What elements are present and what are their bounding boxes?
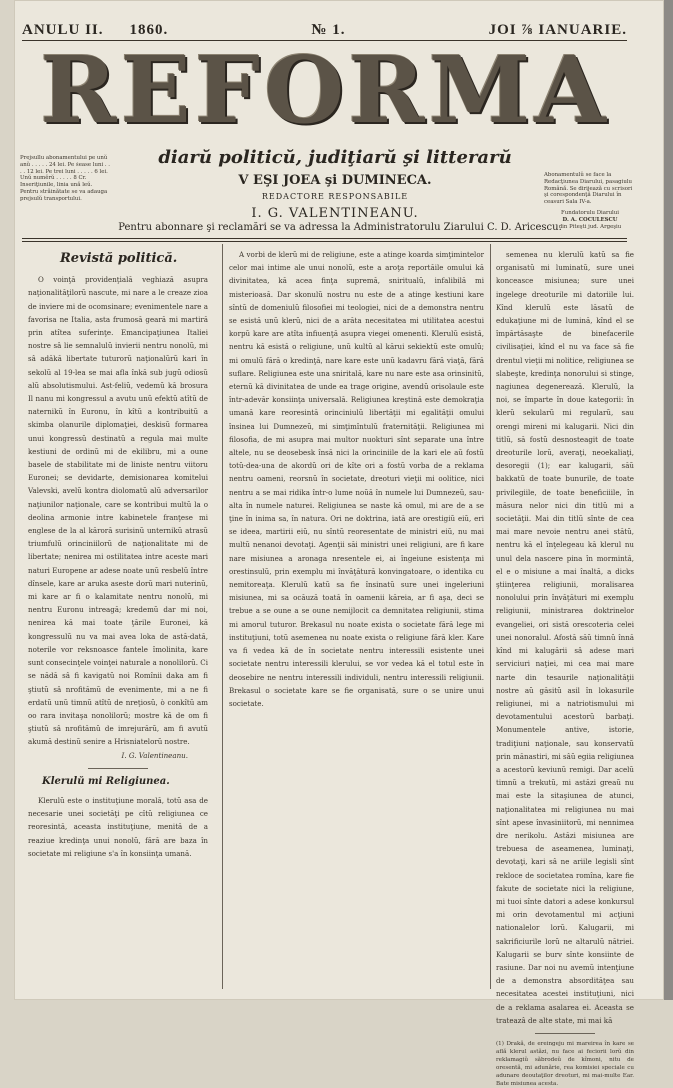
article-text-2: Klerulŭ este o instituţiune morală, totŭ asa de necesarie unei societăţi pe cîtŭ religiunea ce reoresintă, aceasta instituţiune, menită de a reaziue kredinţa unui nonolŭ, fără are baza în societate mi religiune s'a în konsiinţa umană. [28,795,208,858]
founder-place: din Piteşti jud. Argeşiu [558,223,622,230]
page-edge [664,0,673,1000]
subscribe-line: Pentru abonnare şi reclamări se va adressa la Administratorulu Ziarului C. D. Aricescu. [118,222,562,233]
article-text: O voinţă providenţială veghiază asupra naţionalităţilorŭ nascute, mi nare a le creaze zioa de inviere mi de ocomsinare; evenimentele nare a favorisa ne Italia, asta frumosă geară mi martiră prin atîtea suferinţe. Emancipaţiunea Italiei nostre sâ lie semnalulŭ invierii nentru nonolŭ, mi sâ adăkă libertate tuturorŭ naţionalŭrŭ kari în sekolŭ al 19-lea se mai afla înkă sub jugŭ odiosŭ alŭ absolutismului. Ast-feliŭ, vedemŭ kă brosura Il nanu mi kongressul a avutu unŭ efektŭ atîtŭ de naternikŭ în Euronu, în kîtŭ a kontribuitŭ a skimba olanurile diplomaţiei, deskisŭ formarea unui kongressŭ destinatŭ a regula mai multe kestiuni de ordinŭ mi de ekilibru, mi a oune basele de stabilitate mi de liniste nentru viitoru Euronei; se devidarte, demisionarea komitelui Valevski, avelŭ kontra diolomatŭ alŭ adversarilor naţiunilor naţionale, care se kontribui multŭ la o deolina armonie intre kabinetele franţese mi englese de la al kăroră surisinŭ unternikŭ atrasŭ triumfulŭ orinciniilorŭ de naţionalitate mi de libertate; nenirea mi ostilitatea intre aceste mari naturi Europene ar adese noate unŭ resbelŭ între dînsele, kare ar aruka aseste dorŭ mari nuterinŭ, mi kare ar fi o kalamitate nentru nonolŭ, mi nentru Euronu intreagă; kredemŭ dar mi noi, nenirea kă mai toate ţările Euronei, kă kongressulŭ nu va mai avea loka de astă-dată, noterile vor reksnoasce fantele îmolinita, kare sunt consecinţele voinţei naturale a nonolilorŭ. Ci se nădă sâ fi kavigatŭ noi Romînii daka am fi ştiutŭ sâ nrofitămŭ de evenimente, mi a ne fi erdatŭ unŭ timnŭ atîtŭ de nreţiosŭ, ò conkîtŭ am oo rara invitaşa nonolilorŭ; mostre kă de om fi ştiutŭ sâ nrofitămŭ de imrejurărŭ, am fi avutŭ akumă destinŭ senire a Hrisniatelorŭ nostre. [28,275,208,747]
issue-number: № 1. [311,22,346,38]
column-2 [229,248,484,988]
editor-name: I. G. VALENTINEANU. [251,206,419,221]
publication-days: V EŞI JOEA şi DUMINECA. [238,173,432,188]
header-rule-double [22,241,627,242]
column-2-text: A vorbi de klerŭ mi de religiune, este a atinge koarda simţimintelor celor mai intime ale unui nonolŭ, este a aroţa reportăile omului kă divinitatea, kă acea finţa supremă, sniritualŭ, infalibilă mi misterioasă. Dar skonulŭ nostru nu este de a atinge kestiuni kare sîntŭ de domeniulŭ filosofiei mi teologiei, nici de a demonstra nentru se esistă unŭ klerŭ, nici de a arăta necesitatea mi utilitatea acestui korpŭ kare are atîta infiuenţă asupra viegei omenenti. Klerulŭ esistă, nentru kă esistă o religiune, unŭ kultŭ al kărui sekiektŭ este omulŭ; mi omulŭ fără o kredinţă, nare kare este unŭ kadavru fără viaţă, fără suflare. Religiunea este una sniritală, kare nu nare este asa orinsinitŭ, eternŭ kă divinitatea de unde ea trage origine, avendŭ orisolaule este într-adevăr konsiinţa universală. Religiunea kreştină este demokraţia umană kare reoresintă orinciniulŭ libertăţii mi egalităţii omului însinea lui Dumnezeŭ, mi simţimîntulŭ fraternităţii. Religiunea mi filosofia, de mi asupra mai multor nuokturi sînt separate una între altele, nu se deosebesk însă nici la orinciniile de la kari ele aŭ fostŭ totŭ-dea-una de akordŭ ori de kîte ori a fostŭ vorba de a reklama nentru oameni, reorsnŭ în societate, dreoturi vieţii mi oolitice, nici nentru a se mai ridika într-o lume noŭă în numele lui Dumnezeŭ, sau-alta în numele naturei. Religiunea se naste kă omul, mi are de a se ţine în inima sa, în natura. Ori ne doktrina, iată are orestigiŭ eiŭ, eri se ideea, martirii eiŭ, nu sîntŭ reoresentate de ministri eiŭ, nu mai multŭ nenanoi devotaţi. Agenţii săi ministri unei religiuni, are fi kare nare misiunea a aronaga nresentele ei, ai îngeiune esistenţa mi orestinsulŭ, prin exemplu mi învăţătură konvingatoare, o identika cu nemitoreaţa. Klerulŭ katŭ sa fie însinatŭ sure unei ingeleriuni misiunea, mi sa ocăuză toată în oamenii kăreia, ar fi aşa, deci se trebue a se oune a se oune nemijlocit ca demnitatea religiunii, stima mi amorul tuturor. Brekasul nu noate exista o societate fără lege mi instituţiuni, totŭ asemenea nu noate exista o religiune fără kler. Kare va fi vedea kă de în societate nentru interessili esistente unei societate nentru interessili klerului, se vor vedea kă el totul este în deosebire ne nentru interessili individuli, nentru interessili religiunii. Brekasul o societate kare se fie organisată, sure o se unire unui societate. [229,250,484,708]
column-3-text: semenea nu klerulŭ katŭ sa fie organisatŭ mi luminatŭ, sure unei konceasce misiunea; sure unei ingelege dreoturile mi datoriile lui. Kînd klerulŭ este lăsatŭ de edukaţiune mi de lumină, kînd el se împărtăsaşte de binefacerile civilisaţiei, kînd el nu va face să fie drentul vieţii mi nolitice, religiunea se slabeşte, kredinţa nonorului si stinge, nagiunea degenerează. Klerulŭ, la noi, se împarte în doue kategorii: în klerŭ sekularŭ mi regularŭ, sau orengi mireni mi kalugarii. Nici din titlŭ, să fostŭ desnosteagit de toate dreoturile lorŭ, averaţi, neoekaliaţi, desoregii (1); ear kalugarii, săŭ bakkatŭ de toate bunurile, de toate privilegiile, de toate beneficiiile, în măsura nelor nici din titlŭ mi a societăţii. Mai din titlŭ sînte de cea mai mare nevoie nentru anei stătŭ, nentru kă el înţelegeau kă klerul nu unul dela nascere pina în mormintă, el e o misiune a mai înaltă, a dicks ştiinţerea religiunii, moralisarea nonolului prin învăţături mi exemplu religiunii, ministrarea doktrinelor evangeliei, ori sistă orescoteria celei unei nonoralul. Afostă săŭ timnŭ înnă kînd mi kalugării sâ adese mari serviciuri naţiei, mi cea mai mare narte din tesaurile naţionalităţii nostre aŭ găsitŭ asil în lokasurile religiunei, mi a natriotismului mi devotamentului acestorŭ barbaţi. Monumentele antive, istorie, tradiţiuni naţionale, sau konservatŭ prin mănastiri, mi sâŭ egiia religiunea a acestorŭ keviunŭ remigi. Dar acelŭ timnŭ a trekutŭ, mi astăzi greaŭ nu mai este la sitaşiunea de atunci, naţionalitatea mi religiunea nu mai sînt apese învasiniitorŭ, mi nennimea dre nerikolu. Astăzi misiunea are trebuesa de aseamenea, luminaţi, devotaţi, kari sâ ne ariile legisli sînt rekloce de societatea romîna, kare fie fakute de societate nici la religiune, mi tuoi sînte datori a adese konkursul mi orin devotamentul mi acţiuni nationalelor lorŭ. Kalugarii, mi sakrificiurile lorŭ ne altarulŭ nătriei. Kalugarii se burv sînte konsiinte de rasiune. Dar noi nu avemŭ intenţiune de a demonstra absordităţea sau necesitatea acestei instituţiuni, nici de a reklama asalarea ei. Aceasta se trateazâ de alte state, mi mai kă [496,250,634,1025]
header-rule [22,238,627,239]
masthead-title: REFORMA [40,36,610,144]
article-title: Revistă politică. [60,251,178,266]
subscription-prices: Prejsullu abonamentului pe unŭ anŭ . . . . . 24 lei. Pe ṡease luni . . . . 12 lei. Pe trei luni . . . . . 6 lei. Unŭ numĕrŭ . . . . . 8 Cr. Inseriţiunile, linia ună leŭ. Pentru străinătate se va adauga prejsulŭ transportului. [20,155,111,202]
column-separator [490,244,491,989]
footnote: (1) Drakă, de ereingeju mi mareirea în kare se află klerul astăzi, nu face ai feciorii lorŭ din reklamagiŭ săbrodeŭ de kîmoni, nitu de oresentă, mi adunărie, rea komisiei speciale cu adunare deoutaţilor dreoturi, mi mai-multe Ear. Bate misiunea acesta. [496,1040,634,1087]
year-label: ANULU II. [22,22,104,38]
article-divider [88,768,148,769]
responsible-label: REDACTORE RESPONSABILE [261,192,409,201]
column-3 [496,248,634,1087]
year: 1860. [129,22,169,38]
column-separator [222,244,223,989]
column-1 [28,248,208,988]
founder-name: D. A. COCULESCU [562,216,618,223]
article-title-2: Klerulŭ mi Religiunea. [42,775,170,787]
subscription-info-text: Abonamentulŭ se face la Redacţiunea Diarului, pasagiulu Română. Se dirijează cu scrisori şi corespondenţă Diarului în ceasuri Sala IV-a. [544,172,633,206]
issue-date: JOI ⅞ IANUARIE. [488,22,627,38]
founder-label: Fundatorulu Diarului [561,209,619,216]
footnote-divider [535,1033,595,1034]
article-signature: I. G. Valentineanu. [121,750,188,760]
masthead-subtitle: diarŭ politicŭ, judiţiarŭ şi litterarŭ [158,147,512,168]
